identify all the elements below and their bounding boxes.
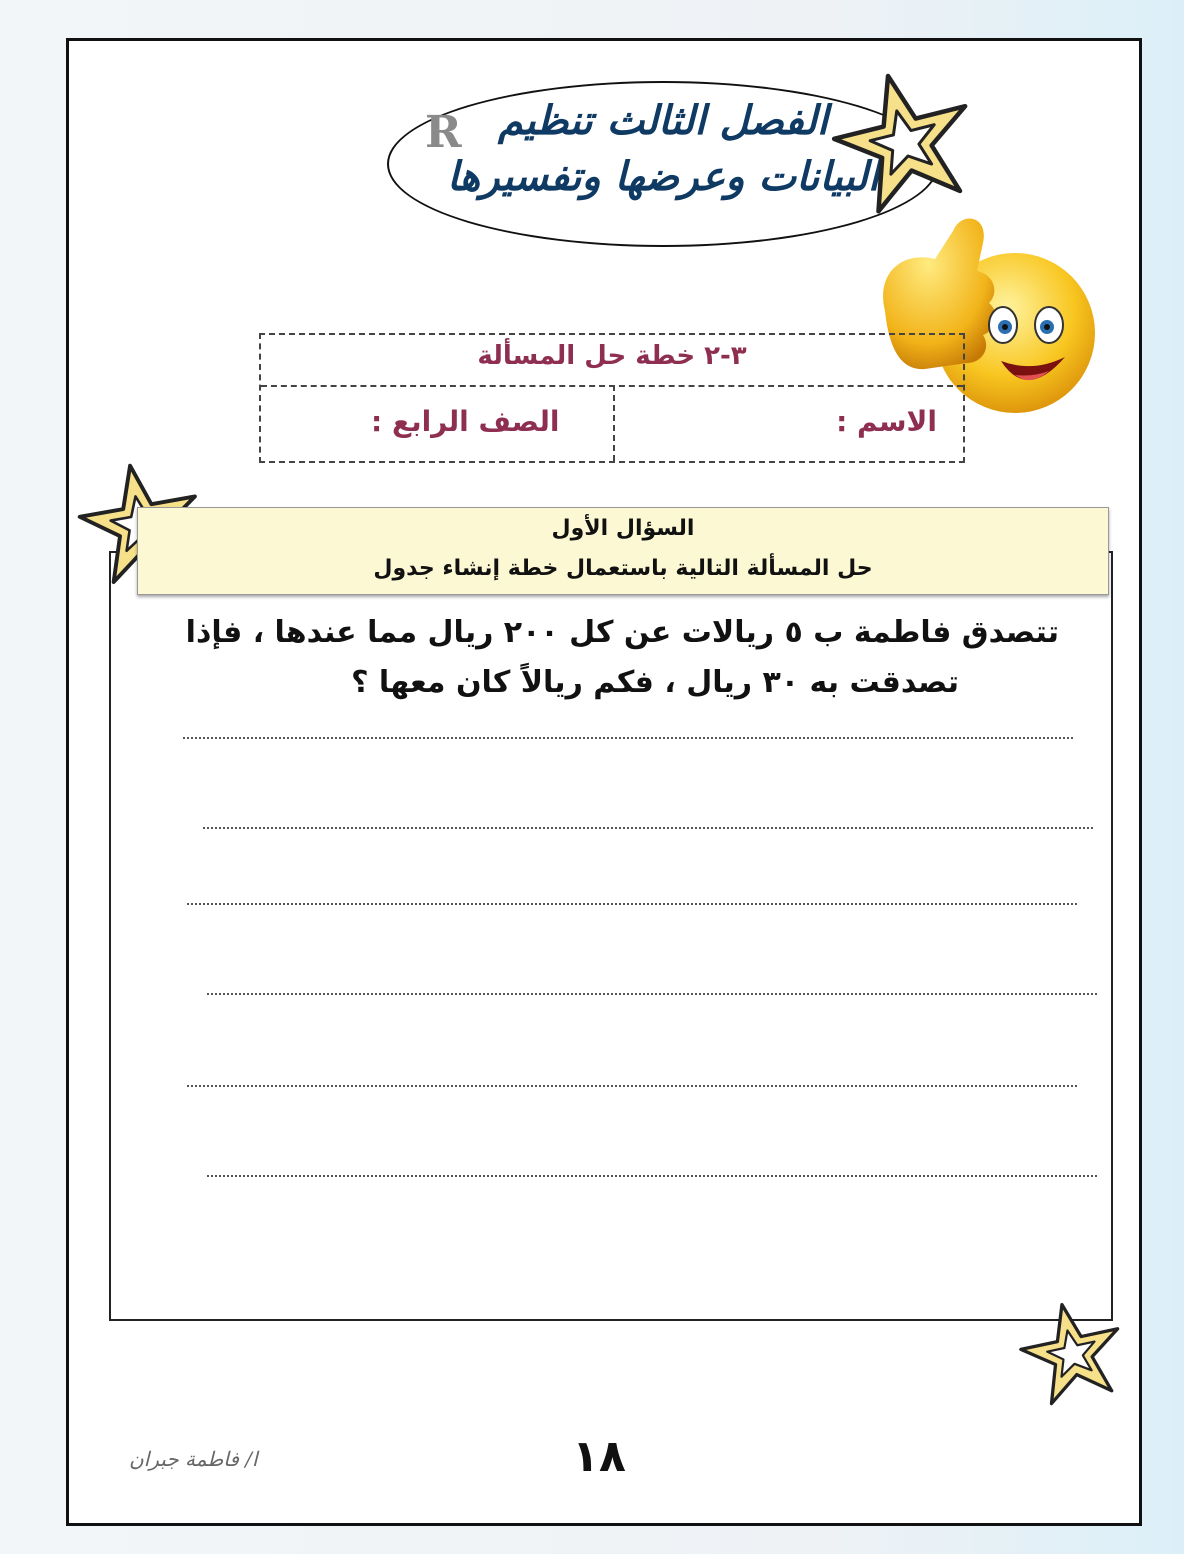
answer-line[interactable] — [187, 1085, 1077, 1087]
lesson-title: ٣-٢ خطة حل المسألة — [477, 341, 747, 371]
page-number: ١٨ — [572, 1431, 626, 1482]
answer-line[interactable] — [187, 903, 1077, 905]
grade-label: الصف الرابع : — [371, 405, 560, 438]
problem-line-2: تصدقت به ٣٠ ريال ، فكم ريالاً كان معها ؟ — [351, 665, 959, 700]
problem-line-1: تتصدق فاطمة ب ٥ ريالات عن كل ٢٠٠ ريال مما عندها ، فإذا — [185, 615, 1059, 650]
star-icon — [1017, 1297, 1127, 1407]
question-heading: السؤال الأول — [551, 516, 695, 541]
worksheet-page — [66, 38, 1142, 1526]
info-row-lesson — [261, 335, 963, 387]
star-icon — [829, 65, 979, 215]
logo-mark: R — [425, 107, 462, 158]
answer-line[interactable] — [183, 737, 1073, 739]
answer-line[interactable] — [203, 827, 1093, 829]
answer-line[interactable] — [207, 1175, 1097, 1177]
name-field-label[interactable]: الاسم : — [836, 405, 937, 438]
info-table — [259, 333, 965, 463]
answer-line[interactable] — [207, 993, 1097, 995]
title-line-1: الفصل الثالث تنظيم — [497, 97, 829, 144]
info-divider — [613, 385, 615, 461]
title-line-2: البيانات وعرضها وتفسيرها — [446, 153, 880, 200]
question-instruction: حل المسألة التالية باستعمال خطة إنشاء جدول — [373, 556, 873, 581]
author-signature: ا/ فاطمة جبران — [129, 1447, 258, 1471]
question-header — [137, 507, 1109, 595]
